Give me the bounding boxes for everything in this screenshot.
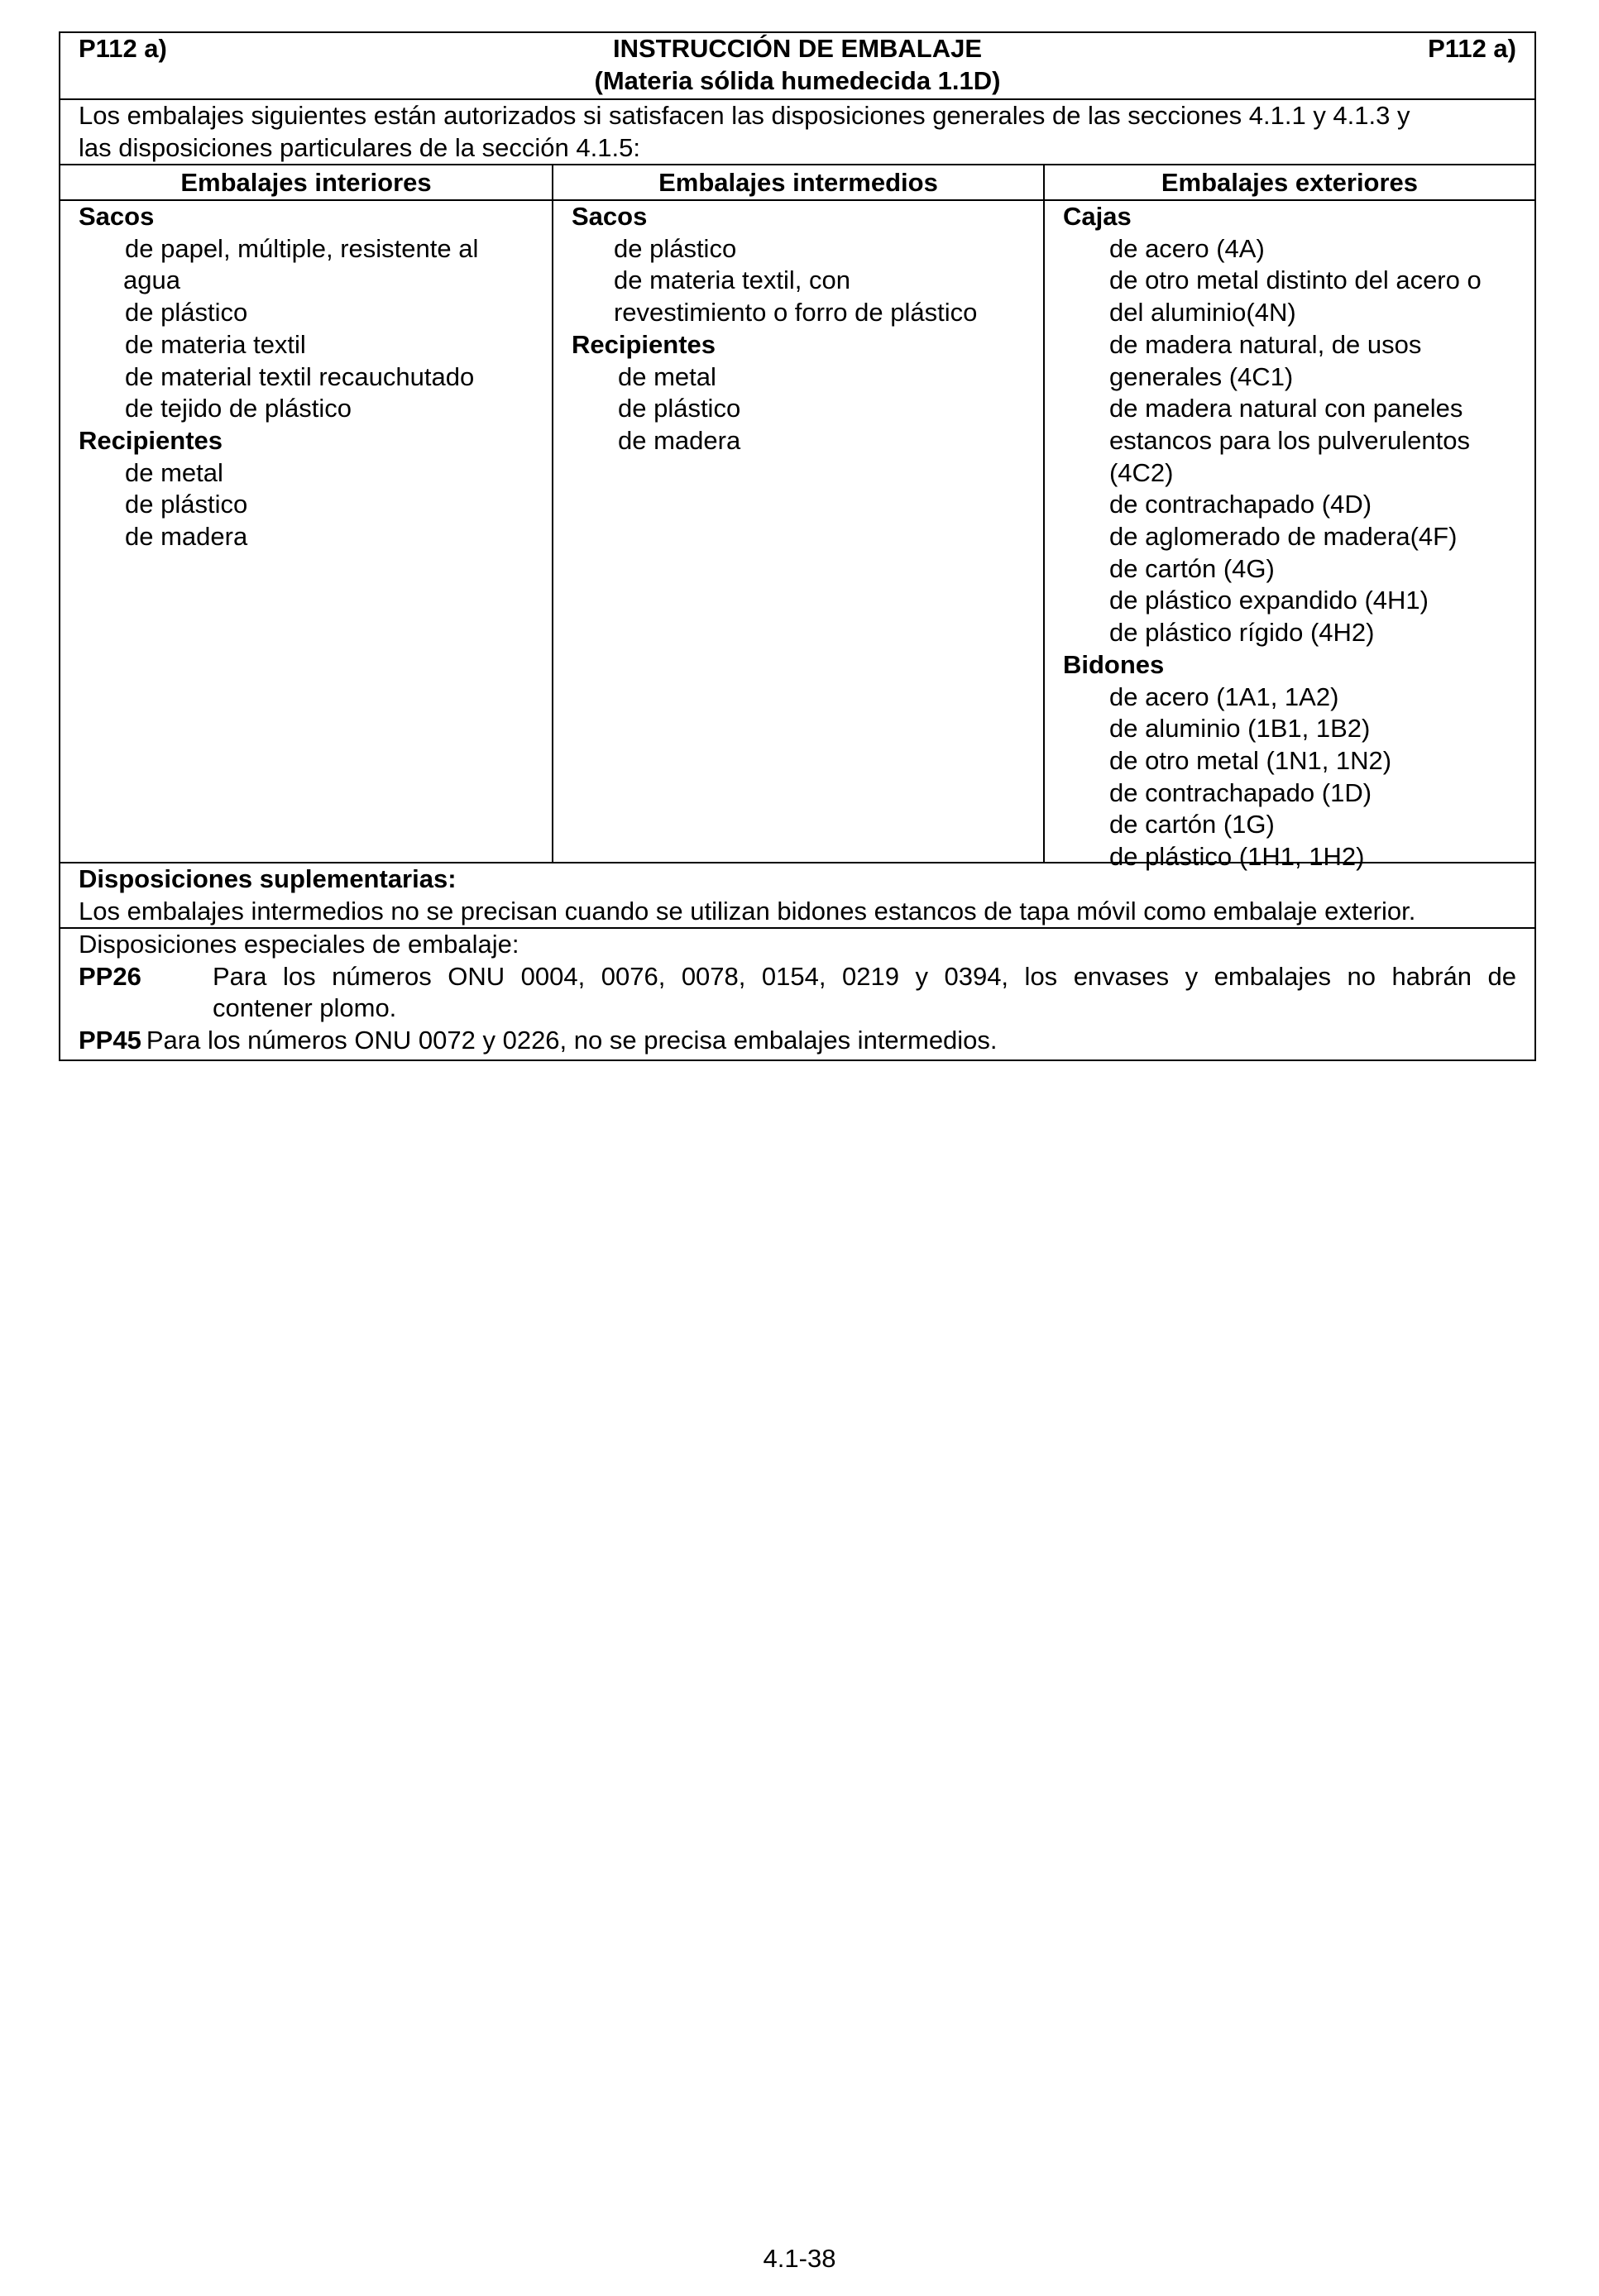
inner-body (60, 199, 552, 862)
header-title-block (60, 33, 1534, 97)
list-item: de materia textil (125, 329, 306, 359)
list-item: estancos para los pulverulentos (1108, 425, 1470, 455)
outer-cajas-label: Cajas (1062, 202, 1132, 231)
intro-paragraph (60, 98, 1534, 164)
list-item: de material textil recauchutado (125, 361, 475, 391)
list-item: de acero (1A1, 1A2) (1108, 682, 1339, 711)
list-item: de madera natural con paneles (1108, 394, 1463, 423)
list-item: del aluminio(4N) (1108, 298, 1296, 328)
pp26-line-2: contener plomo. (213, 993, 397, 1023)
supplementary-text: Los embalajes intermedios no se precisan cuando se utilizan bidones estancos de tapa móvil como embalaje exterior. (79, 896, 1416, 926)
list-item: de plástico (613, 233, 737, 263)
list-item: de plástico rígido (4H2) (1108, 618, 1375, 648)
list-item: de acero (4A) (1108, 233, 1265, 263)
list-item: de madera (125, 522, 248, 552)
list-item: de plástico expandido (4H1) (1108, 586, 1429, 615)
list-item: de plástico (125, 298, 248, 328)
list-item: de otro metal (1N1, 1N2) (1108, 745, 1392, 775)
list-item: de plástico (125, 490, 248, 519)
outer-body (1045, 199, 1534, 872)
list-item: de metal (617, 361, 716, 391)
list-item: (4C2) (1108, 457, 1174, 487)
list-item: revestimiento o forro de plástico (613, 298, 978, 328)
inner-recipientes-label: Recipientes (79, 425, 223, 455)
inner-sacos-label: Sacos (79, 202, 155, 231)
packaging-columns (60, 164, 1534, 872)
list-item: de contrachapado (1D) (1108, 777, 1372, 807)
outer-packaging-column (1043, 165, 1534, 872)
list-item: de aluminio (1B1, 1B2) (1108, 714, 1371, 744)
packing-instruction-table (59, 31, 1536, 1061)
pp45-text: Para los números ONU 0072 y 0226, no se precisa embalajes intermedios. (146, 1026, 998, 1055)
inner-heading: Embalajes interiores (180, 168, 432, 197)
outer-bidones-label: Bidones (1062, 649, 1165, 679)
list-item: de madera (617, 425, 741, 455)
provision-pp45 (79, 1025, 1516, 1057)
supplementary-heading: Disposiciones suplementarias: (79, 864, 457, 893)
intermediate-body (553, 199, 1043, 862)
intermediate-heading: Embalajes intermedios (658, 168, 938, 197)
table-header (60, 33, 1534, 98)
list-item: de tejido de plástico (125, 394, 352, 423)
code-right: P112 a) (1428, 34, 1516, 63)
list-item: de plástico (617, 394, 741, 423)
instruction-title: INSTRUCCIÓN DE EMBALAJE (612, 34, 983, 63)
list-item: de otro metal distinto del acero o (1108, 265, 1482, 295)
list-item (79, 265, 534, 297)
list-item: de madera natural, de usos (1108, 329, 1422, 359)
list-item: de cartón (4G) (1108, 553, 1275, 583)
list-item: de plástico (1H1, 1H2) (1108, 842, 1365, 872)
list-item: de cartón (1G) (1108, 810, 1275, 839)
outer-heading: Embalajes exteriores (1161, 168, 1419, 197)
intermediate-sacos-label: Sacos (571, 202, 648, 231)
instruction-subtitle: (Materia sólida humedecida 1.1D) (594, 65, 1001, 95)
page-number: 4.1-38 (763, 2244, 836, 2273)
intermediate-recipientes-label: Recipientes (571, 329, 716, 359)
intro-line-2: las disposiciones particulares de la sección 4.1.5: (79, 132, 640, 162)
list-item: de materia textil, con (613, 265, 851, 295)
intro-line-1: Los embalajes siguientes están autorizados si satisfacen las disposiciones generales de las secciones 4.1.1 y 4.1.3 y (79, 101, 1410, 130)
special-packing-provisions (60, 927, 1534, 1060)
code-left: P112 a) (79, 34, 167, 63)
list-item: de metal (125, 457, 223, 487)
list-item-text: agua (123, 265, 180, 295)
pp26-text-block (213, 961, 1516, 1025)
list-item: de papel, múltiple, resistente al (125, 233, 479, 263)
inner-packaging-column (60, 165, 552, 862)
list-item: de aglomerado de madera(4F) (1108, 522, 1458, 552)
list-item: generales (4C1) (1108, 361, 1294, 391)
intermediate-packaging-column (552, 165, 1043, 862)
list-item: de contrachapado (4D) (1108, 490, 1372, 519)
pp26-code: PP26 (79, 961, 141, 991)
provision-pp26 (79, 961, 1516, 1025)
pp26-line-1: Para los números ONU 0004, 0076, 0078, 0154, 0219 y 0394, los envases y embalajes no habrán de (213, 961, 1516, 991)
special-heading: Disposiciones especiales de embalaje: (79, 930, 519, 959)
pp45-code: PP45 (79, 1026, 141, 1055)
